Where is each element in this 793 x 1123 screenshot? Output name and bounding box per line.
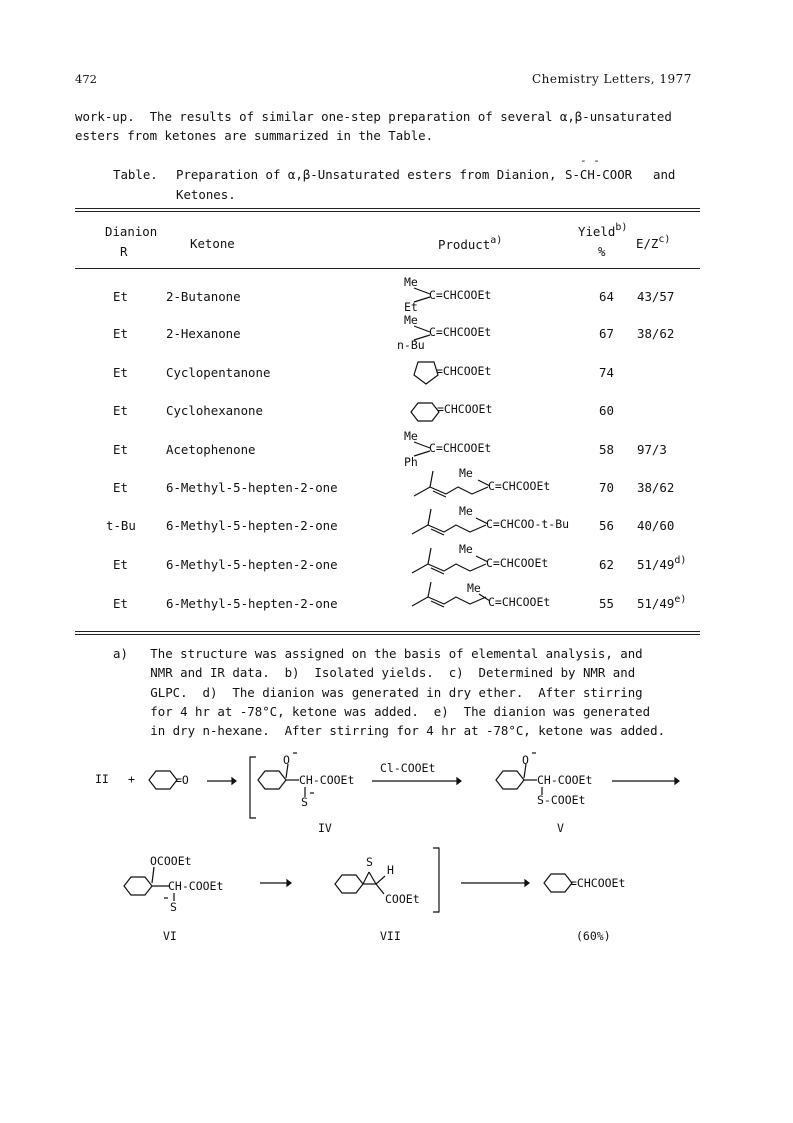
cell-ketone: 6-Methyl-5-hepten-2-one	[166, 480, 338, 495]
compound-iv-structure	[258, 753, 354, 809]
substituent-me: Me	[459, 542, 473, 556]
cyclohexane-ring-icon	[544, 874, 572, 892]
cyclohexane-ring-icon	[124, 877, 152, 895]
cell-r: Et	[113, 596, 128, 611]
substituent-me: Me	[459, 466, 473, 480]
header-r: R	[120, 244, 128, 259]
cell-r: Et	[113, 403, 128, 418]
cell-ez: 43/57	[637, 289, 675, 304]
arrowhead-icon	[287, 880, 291, 886]
footnote-line-4: for 4 hr at -78°C, ketone was added. e) The dianion was generated	[113, 704, 651, 719]
footnote-line-3: GLPC. d) The dianion was generated in dry ether. After stirring	[113, 685, 643, 700]
header-yield-label: Yield	[578, 224, 616, 239]
table-caption-label: Table.	[113, 167, 158, 182]
header-product-label: Product	[438, 237, 491, 252]
cell-ketone: Acetophenone	[166, 442, 256, 457]
cell-yield: 60	[599, 403, 614, 418]
cell-yield: 58	[599, 442, 614, 457]
caption-charges: - -	[580, 154, 600, 167]
ester-label: COOEt	[385, 892, 420, 906]
bond	[363, 872, 369, 884]
compound-vii-label: VII	[380, 929, 401, 943]
product-formula: =CHCOOEt	[570, 876, 626, 890]
intro-text-line-2: esters from ketones are summarized in the Table.	[75, 128, 434, 143]
cell-yield: 62	[599, 557, 614, 572]
footnote-line-2: NMR and IR data. b) Isolated yields. c) Determined by NMR and	[113, 665, 636, 680]
arrowhead-icon	[525, 880, 529, 886]
cyclohexane-ring-icon	[149, 771, 177, 789]
substituent-me: Me	[459, 504, 473, 518]
footnote-ref-b: b)	[615, 222, 628, 233]
cell-ez: 38/62	[637, 326, 675, 341]
arrowhead-icon	[457, 778, 461, 784]
cell-yield: 64	[599, 289, 614, 304]
left-bracket	[250, 757, 256, 818]
compound-vi-label: VI	[163, 929, 177, 943]
product-formula: =CHCOOEt	[437, 402, 493, 416]
cyclohexane-ring-icon	[496, 771, 524, 789]
footnote-ref-d: d)	[674, 555, 687, 566]
substituent-et: Et	[404, 300, 418, 314]
product-formula: C=CHCOOEt	[488, 479, 551, 493]
carbonate-label: OCOOEt	[150, 854, 192, 868]
product-formula: C=CHCOOEt	[429, 325, 492, 339]
compound-iv-label: IV	[318, 821, 332, 835]
cell-yield: 70	[599, 480, 614, 495]
page-number: 472	[75, 72, 97, 86]
substituent-me: Me	[404, 313, 418, 327]
cyclohexane-ring-icon	[258, 771, 286, 789]
footnote-line-1: a) The structure was assigned on the basis of elemental analysis, and	[113, 646, 643, 661]
thiolate-label: S	[170, 900, 177, 914]
substituent-me: Me	[404, 275, 418, 289]
cell-r: Et	[113, 289, 128, 304]
cell-r: Et	[113, 442, 128, 457]
bond	[376, 884, 384, 894]
cell-r: Et	[113, 480, 128, 495]
ester-chain-label: CH-COOEt	[299, 773, 355, 787]
cell-ketone: 2-Butanone	[166, 289, 241, 304]
reagent-label: Cl-COOEt	[380, 761, 436, 775]
footnote-ref-e: e)	[674, 594, 687, 605]
ester-chain-label: CH-COOEt	[537, 773, 593, 787]
header-dianion: Dianion	[105, 224, 158, 239]
cell-r: Et	[113, 557, 128, 572]
bond	[376, 876, 385, 884]
cell-r: t-Bu	[106, 518, 136, 533]
table-caption-and: and	[653, 167, 676, 182]
product-formula: C=CHCOOEt	[486, 556, 549, 570]
ester-chain-label: CH-COOEt	[168, 879, 224, 893]
cell-ketone: 2-Hexanone	[166, 326, 241, 341]
footnote-ref-a: a)	[490, 235, 503, 246]
cell-ez: 97/3	[637, 442, 667, 457]
table-caption-line-1: Preparation of α,β-Unsaturated esters from Dianion,	[176, 167, 557, 182]
cell-ketone: Cyclohexanone	[166, 403, 263, 418]
cell-ez: 38/62	[637, 480, 675, 495]
bond	[369, 872, 376, 884]
product-formula: C=CHCOOEt	[429, 441, 492, 455]
cell-ez: 40/60	[637, 518, 675, 533]
hydrogen-label: H	[387, 863, 394, 877]
alkoxide-label: O	[522, 753, 529, 767]
journal-title: Chemistry Letters, 1977	[532, 72, 692, 86]
arrowhead-icon	[232, 778, 236, 784]
product-formula: C=CHCOOEt	[488, 595, 551, 609]
carbonyl-label: =O	[175, 773, 189, 787]
plus-sign: +	[128, 772, 135, 786]
compound-v-label: V	[557, 821, 564, 835]
compound-vii-structure	[335, 855, 420, 906]
cyclohexane-ring-icon	[335, 875, 363, 893]
cell-r: Et	[113, 365, 128, 380]
caption-dianion-formula: S-CH-COOR	[565, 167, 633, 182]
final-product-structure	[544, 874, 625, 892]
cell-ketone: 6-Methyl-5-hepten-2-one	[166, 518, 338, 533]
right-bracket	[433, 848, 439, 912]
cyclohexanone-structure	[149, 771, 189, 789]
alkoxide-label: O	[283, 753, 290, 767]
cell-ez-value: 51/49	[637, 557, 675, 572]
header-ez-label: E/Z	[636, 236, 659, 251]
header-yield-unit: %	[598, 244, 606, 259]
cell-yield: 74	[599, 365, 614, 380]
final-yield-label: (60%)	[576, 929, 611, 943]
table-caption-line-2: Ketones.	[176, 187, 236, 202]
intro-text-line-1: work-up. The results of similar one-step preparation of several α,β-unsaturated	[75, 109, 672, 124]
product-formula: C=CHCOO-t-Bu	[486, 517, 570, 531]
arrowhead-icon	[675, 778, 679, 784]
product-formula: C=CHCOOEt	[429, 288, 492, 302]
product-formula: =CHCOOEt	[436, 364, 492, 378]
thioester-label: S-COOEt	[537, 793, 586, 807]
compound-vi-structure	[124, 854, 223, 914]
footnote-line-5: in dry n-hexane. After stirring for 4 hr at -78°C, ketone was added.	[113, 723, 666, 738]
cell-ez-value: 51/49	[637, 596, 675, 611]
substituent-nbu: n-Bu	[397, 338, 425, 352]
thiolate-label: S	[301, 795, 308, 809]
cell-yield: 56	[599, 518, 614, 533]
compound-v-structure	[496, 753, 592, 807]
sulfur-label: S	[366, 855, 373, 869]
cell-yield: 55	[599, 596, 614, 611]
substituent-ph: Ph	[404, 455, 418, 469]
cell-ketone: 6-Methyl-5-hepten-2-one	[166, 596, 338, 611]
cell-ketone: 6-Methyl-5-hepten-2-one	[166, 557, 338, 572]
bond	[152, 867, 154, 883]
cell-yield: 67	[599, 326, 614, 341]
footnote-ref-c: c)	[658, 234, 671, 245]
substituent-me: Me	[404, 429, 418, 443]
header-ketone: Ketone	[190, 236, 235, 251]
substituent-me: Me	[467, 581, 481, 595]
compound-ii-label: II	[95, 772, 109, 786]
cell-r: Et	[113, 326, 128, 341]
cell-ketone: Cyclopentanone	[166, 365, 271, 380]
